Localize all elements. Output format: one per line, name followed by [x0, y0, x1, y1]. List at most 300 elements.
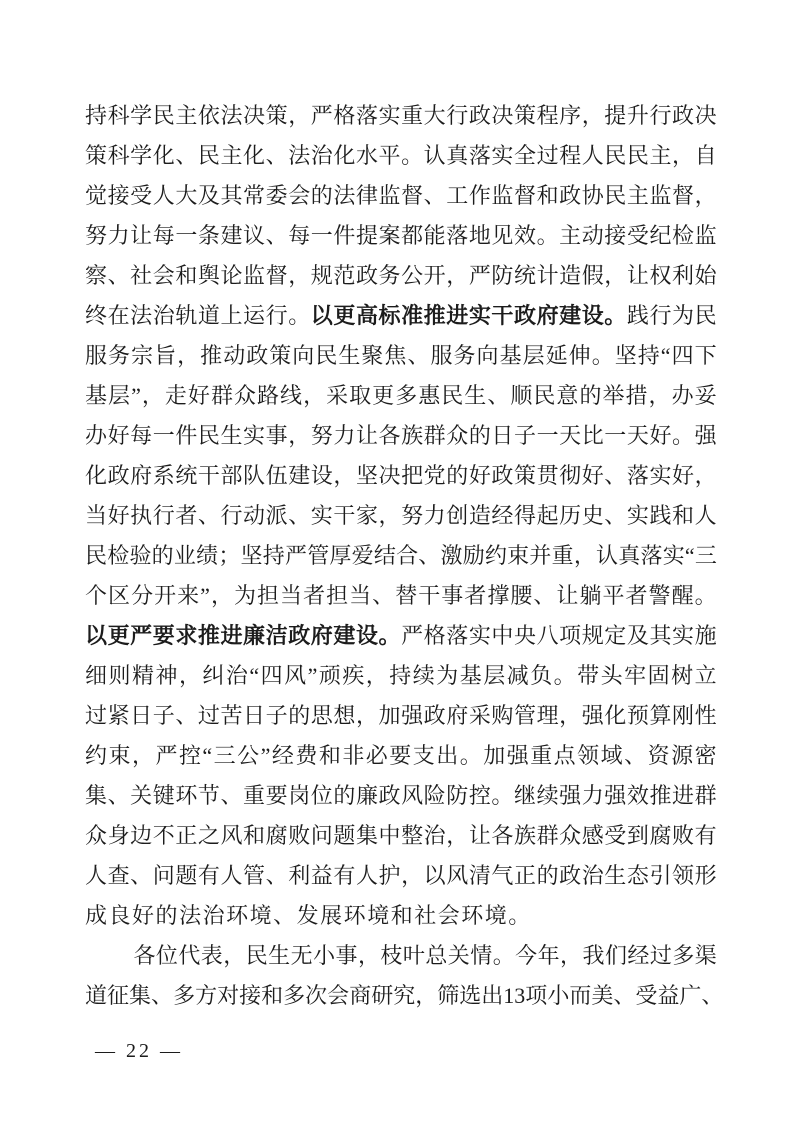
body-char: 年 [537, 943, 560, 968]
body-char: 会 [152, 263, 175, 288]
body-char: 向 [476, 343, 499, 368]
body-char: ， [415, 983, 438, 1008]
body-char: 能 [423, 223, 446, 248]
body-char: 重 [243, 783, 266, 808]
body-char: 、 [265, 143, 288, 168]
body-char: 、 [107, 263, 130, 288]
body-char: 队 [243, 463, 266, 488]
body-char: ， [357, 943, 380, 968]
bold-heading-char: 干 [491, 303, 514, 328]
body-char: 路 [257, 383, 280, 408]
body-char: ， [288, 103, 311, 128]
body-char: 建 [288, 463, 311, 488]
body-char: 加 [378, 703, 401, 728]
body-char: 格 [333, 103, 356, 128]
body-char: 众 [233, 383, 256, 408]
body-char: 的 [151, 543, 174, 568]
body-char: 当 [85, 503, 108, 528]
body-char: 展 [320, 903, 343, 928]
bold-heading-char: 进 [220, 623, 243, 648]
body-char: 政 [491, 463, 514, 488]
body-char: 和 [318, 743, 341, 768]
body-char: 头 [600, 663, 623, 688]
bold-heading-char: 更 [333, 303, 356, 328]
body-char: 公 [237, 743, 260, 768]
body-char: 落 [446, 623, 469, 648]
bold-heading-char: 政 [513, 303, 536, 328]
body-char: 走 [164, 383, 187, 408]
body-char: 我 [582, 943, 605, 968]
body-char: 精 [131, 663, 154, 688]
body-char: 防 [491, 263, 514, 288]
body-char: 坚 [355, 463, 378, 488]
body-char: 感 [581, 823, 604, 848]
body-char: 督 [401, 183, 424, 208]
body-char: 重 [401, 103, 424, 128]
body-char: 每 [130, 423, 153, 448]
body-char: 境 [484, 903, 507, 928]
body-char: 好 [468, 463, 491, 488]
body-char: 担 [326, 583, 349, 608]
body-char: 严 [468, 263, 491, 288]
body-char: 护 [378, 863, 401, 888]
body-char: ， [177, 343, 200, 368]
body-char: 激 [440, 543, 463, 568]
body-char: 有 [333, 863, 356, 888]
body-char: 决 [694, 103, 717, 128]
bold-heading-char: 以 [310, 303, 333, 328]
body-char: 民 [245, 943, 268, 968]
body-char: 社 [130, 263, 153, 288]
body-char: 协 [581, 183, 604, 208]
body-char: 、 [407, 343, 430, 368]
body-char: 重 [530, 743, 553, 768]
body-char: 边 [130, 823, 153, 848]
body-char: 化 [85, 463, 108, 488]
body-char: 实 [649, 463, 672, 488]
text-line [85, 736, 717, 776]
body-char: 众 [446, 423, 469, 448]
body-char: 疾 [342, 663, 365, 688]
body-char: 比 [581, 423, 604, 448]
body-char: 服 [85, 343, 108, 368]
body-char: 对 [217, 983, 240, 1008]
body-char: 努 [85, 223, 108, 248]
body-char: 事 [335, 943, 358, 968]
body-char: 族 [401, 423, 424, 448]
body-char: 条 [197, 223, 220, 248]
body-char: 行 [152, 503, 175, 528]
body-char: 其 [220, 183, 243, 208]
body-char: 四 [260, 663, 283, 688]
body-char: 强 [506, 743, 529, 768]
body-char: 小 [547, 983, 570, 1008]
body-char: 管 [307, 543, 330, 568]
body-char: ， [333, 463, 356, 488]
body-char: 监 [491, 183, 514, 208]
body-char: 及 [197, 183, 220, 208]
text-line [85, 936, 717, 976]
body-char: 民 [533, 383, 556, 408]
body-char: 有 [694, 823, 717, 848]
body-char: 取 [349, 383, 372, 408]
body-char: 主 [220, 143, 243, 168]
body-char: 。 [401, 143, 424, 168]
body-char: 来 [177, 583, 200, 608]
body-char: 终 [85, 303, 108, 328]
body-char: 力 [423, 503, 446, 528]
body-char: 生 [268, 943, 291, 968]
body-char: 线 [280, 383, 303, 408]
bold-heading-char: 政 [288, 623, 311, 648]
body-char: 力 [107, 223, 130, 248]
body-char: 源 [671, 743, 694, 768]
body-char: 主 [626, 183, 649, 208]
body-char: 人 [85, 863, 108, 888]
body-char: 的 [310, 183, 333, 208]
body-char: 化 [604, 703, 627, 728]
body-char: 化 [152, 143, 175, 168]
body-char: 强 [694, 423, 717, 448]
body-char: 、 [533, 583, 556, 608]
body-char: 领 [672, 863, 695, 888]
body-char: 会 [288, 183, 311, 208]
body-char: 受 [604, 823, 627, 848]
body-char: 、 [273, 903, 296, 928]
body-char: 顽 [318, 663, 341, 688]
body-char: 实 [626, 503, 649, 528]
body-char: 好 [672, 463, 695, 488]
body-char: 形 [694, 863, 717, 888]
body-char: 牢 [624, 663, 647, 688]
body-char: 天 [559, 423, 582, 448]
bold-heading-char: 标 [378, 303, 401, 328]
body-char: 、 [175, 143, 198, 168]
text-line [85, 696, 717, 736]
body-char: ， [694, 183, 717, 208]
body-char: 效 [513, 223, 536, 248]
body-char: 决 [378, 463, 401, 488]
bold-heading-char: 进 [446, 303, 469, 328]
body-char: 当 [349, 583, 372, 608]
body-char: 生 [220, 423, 243, 448]
body-char: 、 [613, 983, 636, 1008]
body-char: 主 [559, 223, 582, 248]
body-char: 水 [355, 143, 378, 168]
body-char: 而 [569, 983, 592, 1008]
body-char: 督 [513, 183, 536, 208]
body-char: 益 [310, 863, 333, 888]
body-char: 自 [694, 143, 717, 168]
body-char: 基 [85, 383, 108, 408]
body-char: 经 [491, 503, 514, 528]
body-char: 向 [292, 343, 315, 368]
body-char: 严 [284, 543, 307, 568]
body-char: 者 [303, 583, 326, 608]
body-char: 子 [152, 703, 175, 728]
body-char: 治 [423, 823, 446, 848]
body-char: 表 [200, 943, 223, 968]
body-char: 动 [223, 343, 246, 368]
body-char: 岗 [288, 783, 311, 808]
body-char: 密 [694, 743, 717, 768]
body-char: 神 [155, 663, 178, 688]
body-char: 的 [579, 383, 602, 408]
body-char: 廉 [355, 783, 378, 808]
body-char: 。 [491, 783, 514, 808]
body-char: 三 [213, 743, 236, 768]
body-char: 位 [310, 783, 333, 808]
body-char: ， [141, 383, 164, 408]
body-char: 13 [503, 983, 526, 1008]
body-char: 日 [130, 703, 153, 728]
body-char: 每 [288, 223, 311, 248]
body-char: 实 [491, 143, 514, 168]
body-char: 更 [372, 383, 395, 408]
body-char: 者 [625, 583, 648, 608]
body-char: 彻 [559, 463, 582, 488]
body-char: 生 [604, 863, 627, 888]
body-char: 落 [468, 143, 491, 168]
body-char: 业 [173, 543, 196, 568]
body-char: 风 [220, 823, 243, 848]
bold-heading-char: 推 [423, 303, 446, 328]
body-char: 中 [378, 823, 401, 848]
body-char: 伍 [265, 463, 288, 488]
body-char: 群 [694, 783, 717, 808]
body-char: ， [355, 703, 378, 728]
body-char: 坚 [614, 343, 637, 368]
body-char: 强 [581, 703, 604, 728]
body-char: 利 [288, 863, 311, 888]
body-char: ” [200, 583, 210, 608]
body-char: 议 [243, 223, 266, 248]
body-char: 真 [446, 143, 469, 168]
body-char: 、 [220, 783, 243, 808]
body-char: 意 [556, 383, 579, 408]
body-char: 其 [649, 623, 672, 648]
body-char: 树 [671, 663, 694, 688]
body-char: 让 [355, 423, 378, 448]
body-char: 推 [649, 783, 672, 808]
body-char: 上 [220, 303, 243, 328]
body-char: 、 [423, 183, 446, 208]
body-char: 想 [333, 703, 356, 728]
text-line [85, 416, 717, 456]
body-char: 格 [423, 623, 446, 648]
body-char: 情 [470, 943, 493, 968]
body-char: 主 [175, 103, 198, 128]
body-char: 舆 [197, 263, 220, 288]
body-char: 研 [371, 983, 394, 1008]
body-char: 民 [85, 543, 108, 568]
body-char: 监 [243, 263, 266, 288]
body-char: 区 [108, 583, 131, 608]
body-char: 、 [372, 583, 395, 608]
body-char: 和 [536, 183, 559, 208]
body-char: 理 [536, 703, 559, 728]
body-char: 人 [694, 503, 717, 528]
body-char: 政 [423, 703, 446, 728]
body-char: 好 [187, 383, 210, 408]
body-char: 风 [401, 783, 424, 808]
body-char: 厚 [329, 543, 352, 568]
body-char: 群 [423, 423, 446, 448]
body-char: 资 [647, 743, 670, 768]
body-char: 必 [365, 743, 388, 768]
body-char: 究 [393, 983, 416, 1008]
body-char: 验 [129, 543, 152, 568]
body-char: 实 [378, 103, 401, 128]
body-char: 人 [355, 863, 378, 888]
body-char: 行 [265, 303, 288, 328]
body-char: 接 [107, 183, 130, 208]
body-char: 平 [602, 583, 625, 608]
body-char: 、 [107, 783, 130, 808]
body-char: 立 [694, 663, 717, 688]
body-char: 府 [446, 703, 469, 728]
bold-heading-char: 准 [401, 303, 424, 328]
body-char: 升 [626, 103, 649, 128]
body-char: ， [446, 263, 469, 288]
body-char: 好 [107, 423, 130, 448]
body-char: ， [365, 663, 388, 688]
body-char: ， [694, 463, 717, 488]
body-char: 。 [288, 303, 311, 328]
body-char: 和 [261, 983, 284, 1008]
body-char: ” [307, 663, 318, 688]
body-char: 今 [515, 943, 538, 968]
body-char: 举 [602, 383, 625, 408]
body-char: 会 [437, 903, 460, 928]
body-char: 一 [536, 423, 559, 448]
body-char: 察 [85, 263, 108, 288]
body-char: 控 [468, 783, 491, 808]
bold-heading-char: 更 [107, 623, 130, 648]
body-char: 醒 [671, 583, 694, 608]
body-char: 政 [468, 103, 491, 128]
body-char: 实 [310, 503, 333, 528]
body-char: 学 [130, 103, 153, 128]
body-char: 选 [459, 983, 482, 1008]
body-char: 腰 [510, 583, 533, 608]
body-char: 题 [175, 863, 198, 888]
body-char: 民 [604, 143, 627, 168]
body-char: 者 [464, 583, 487, 608]
body-char: 群 [210, 383, 233, 408]
body-char: 严 [401, 623, 424, 648]
body-char: 过 [85, 703, 108, 728]
body-char: 束 [507, 543, 530, 568]
body-char: 有 [197, 863, 220, 888]
body-char: 大 [175, 183, 198, 208]
body-char: 实 [662, 543, 685, 568]
body-char: 民 [315, 343, 338, 368]
body-char: 要 [265, 783, 288, 808]
body-char: 点 [553, 743, 576, 768]
bold-heading-char: 实 [468, 303, 491, 328]
body-char: 落 [626, 463, 649, 488]
body-char: 分 [131, 583, 154, 608]
body-char: 运 [243, 303, 266, 328]
body-char: 和 [672, 503, 695, 528]
body-char: 问 [310, 823, 333, 848]
body-char: 贯 [536, 463, 559, 488]
body-char: 史 [581, 503, 604, 528]
body-char: 作 [468, 183, 491, 208]
body-char: 纪 [649, 223, 672, 248]
body-char: 。 [694, 583, 717, 608]
body-char: 费 [295, 743, 318, 768]
body-char: 整 [401, 823, 424, 848]
body-char: 者 [175, 503, 198, 528]
body-char: 监 [649, 183, 672, 208]
body-char: ， [210, 583, 233, 608]
body-char: 干 [418, 583, 441, 608]
body-char: 落 [640, 543, 663, 568]
body-char: 束 [108, 743, 131, 768]
body-char: 历 [559, 503, 582, 528]
body-char: 延 [545, 343, 568, 368]
body-char: 采 [468, 703, 491, 728]
body-char: 、 [175, 703, 198, 728]
body-char: 不 [152, 823, 175, 848]
body-char: “ [684, 543, 695, 568]
body-char: 好 [649, 423, 672, 448]
body-char: ， [378, 503, 401, 528]
bold-heading-char: 府 [310, 623, 333, 648]
body-char: 治 [581, 863, 604, 888]
body-char: 提 [355, 223, 378, 248]
body-char: 管 [243, 863, 266, 888]
body-char: 环 [461, 903, 484, 928]
body-char: 、 [624, 743, 647, 768]
body-char: 担 [257, 583, 280, 608]
body-char: 让 [468, 823, 491, 848]
body-char: 方 [195, 983, 218, 1008]
body-char: 、 [265, 863, 288, 888]
body-char: 民 [626, 143, 649, 168]
body-char: 、 [197, 503, 220, 528]
body-char: 力 [333, 423, 356, 448]
body-char: 宗 [131, 343, 154, 368]
body-char: 法 [333, 183, 356, 208]
body-char: 征 [107, 983, 130, 1008]
body-char: 生 [338, 343, 361, 368]
body-char: 躺 [579, 583, 602, 608]
body-char: 主 [649, 143, 672, 168]
body-char: 事 [265, 423, 288, 448]
body-char: 。 [459, 743, 482, 768]
body-char: 旨 [154, 343, 177, 368]
body-char: 全 [513, 143, 536, 168]
body-char: 以 [423, 863, 446, 888]
body-char: ， [446, 823, 469, 848]
body-char: 替 [395, 583, 418, 608]
body-char: 出 [436, 743, 459, 768]
body-char: 实 [672, 623, 695, 648]
text-line [85, 656, 717, 696]
body-char: 力 [581, 783, 604, 808]
body-char: 人 [581, 143, 604, 168]
body-char: 固 [647, 663, 670, 688]
body-char: 生 [464, 383, 487, 408]
body-char: 利 [672, 263, 695, 288]
body-char: ， [401, 863, 424, 888]
body-char: 和 [243, 823, 266, 848]
body-char: 好 [107, 503, 130, 528]
body-char: ， [604, 263, 627, 288]
